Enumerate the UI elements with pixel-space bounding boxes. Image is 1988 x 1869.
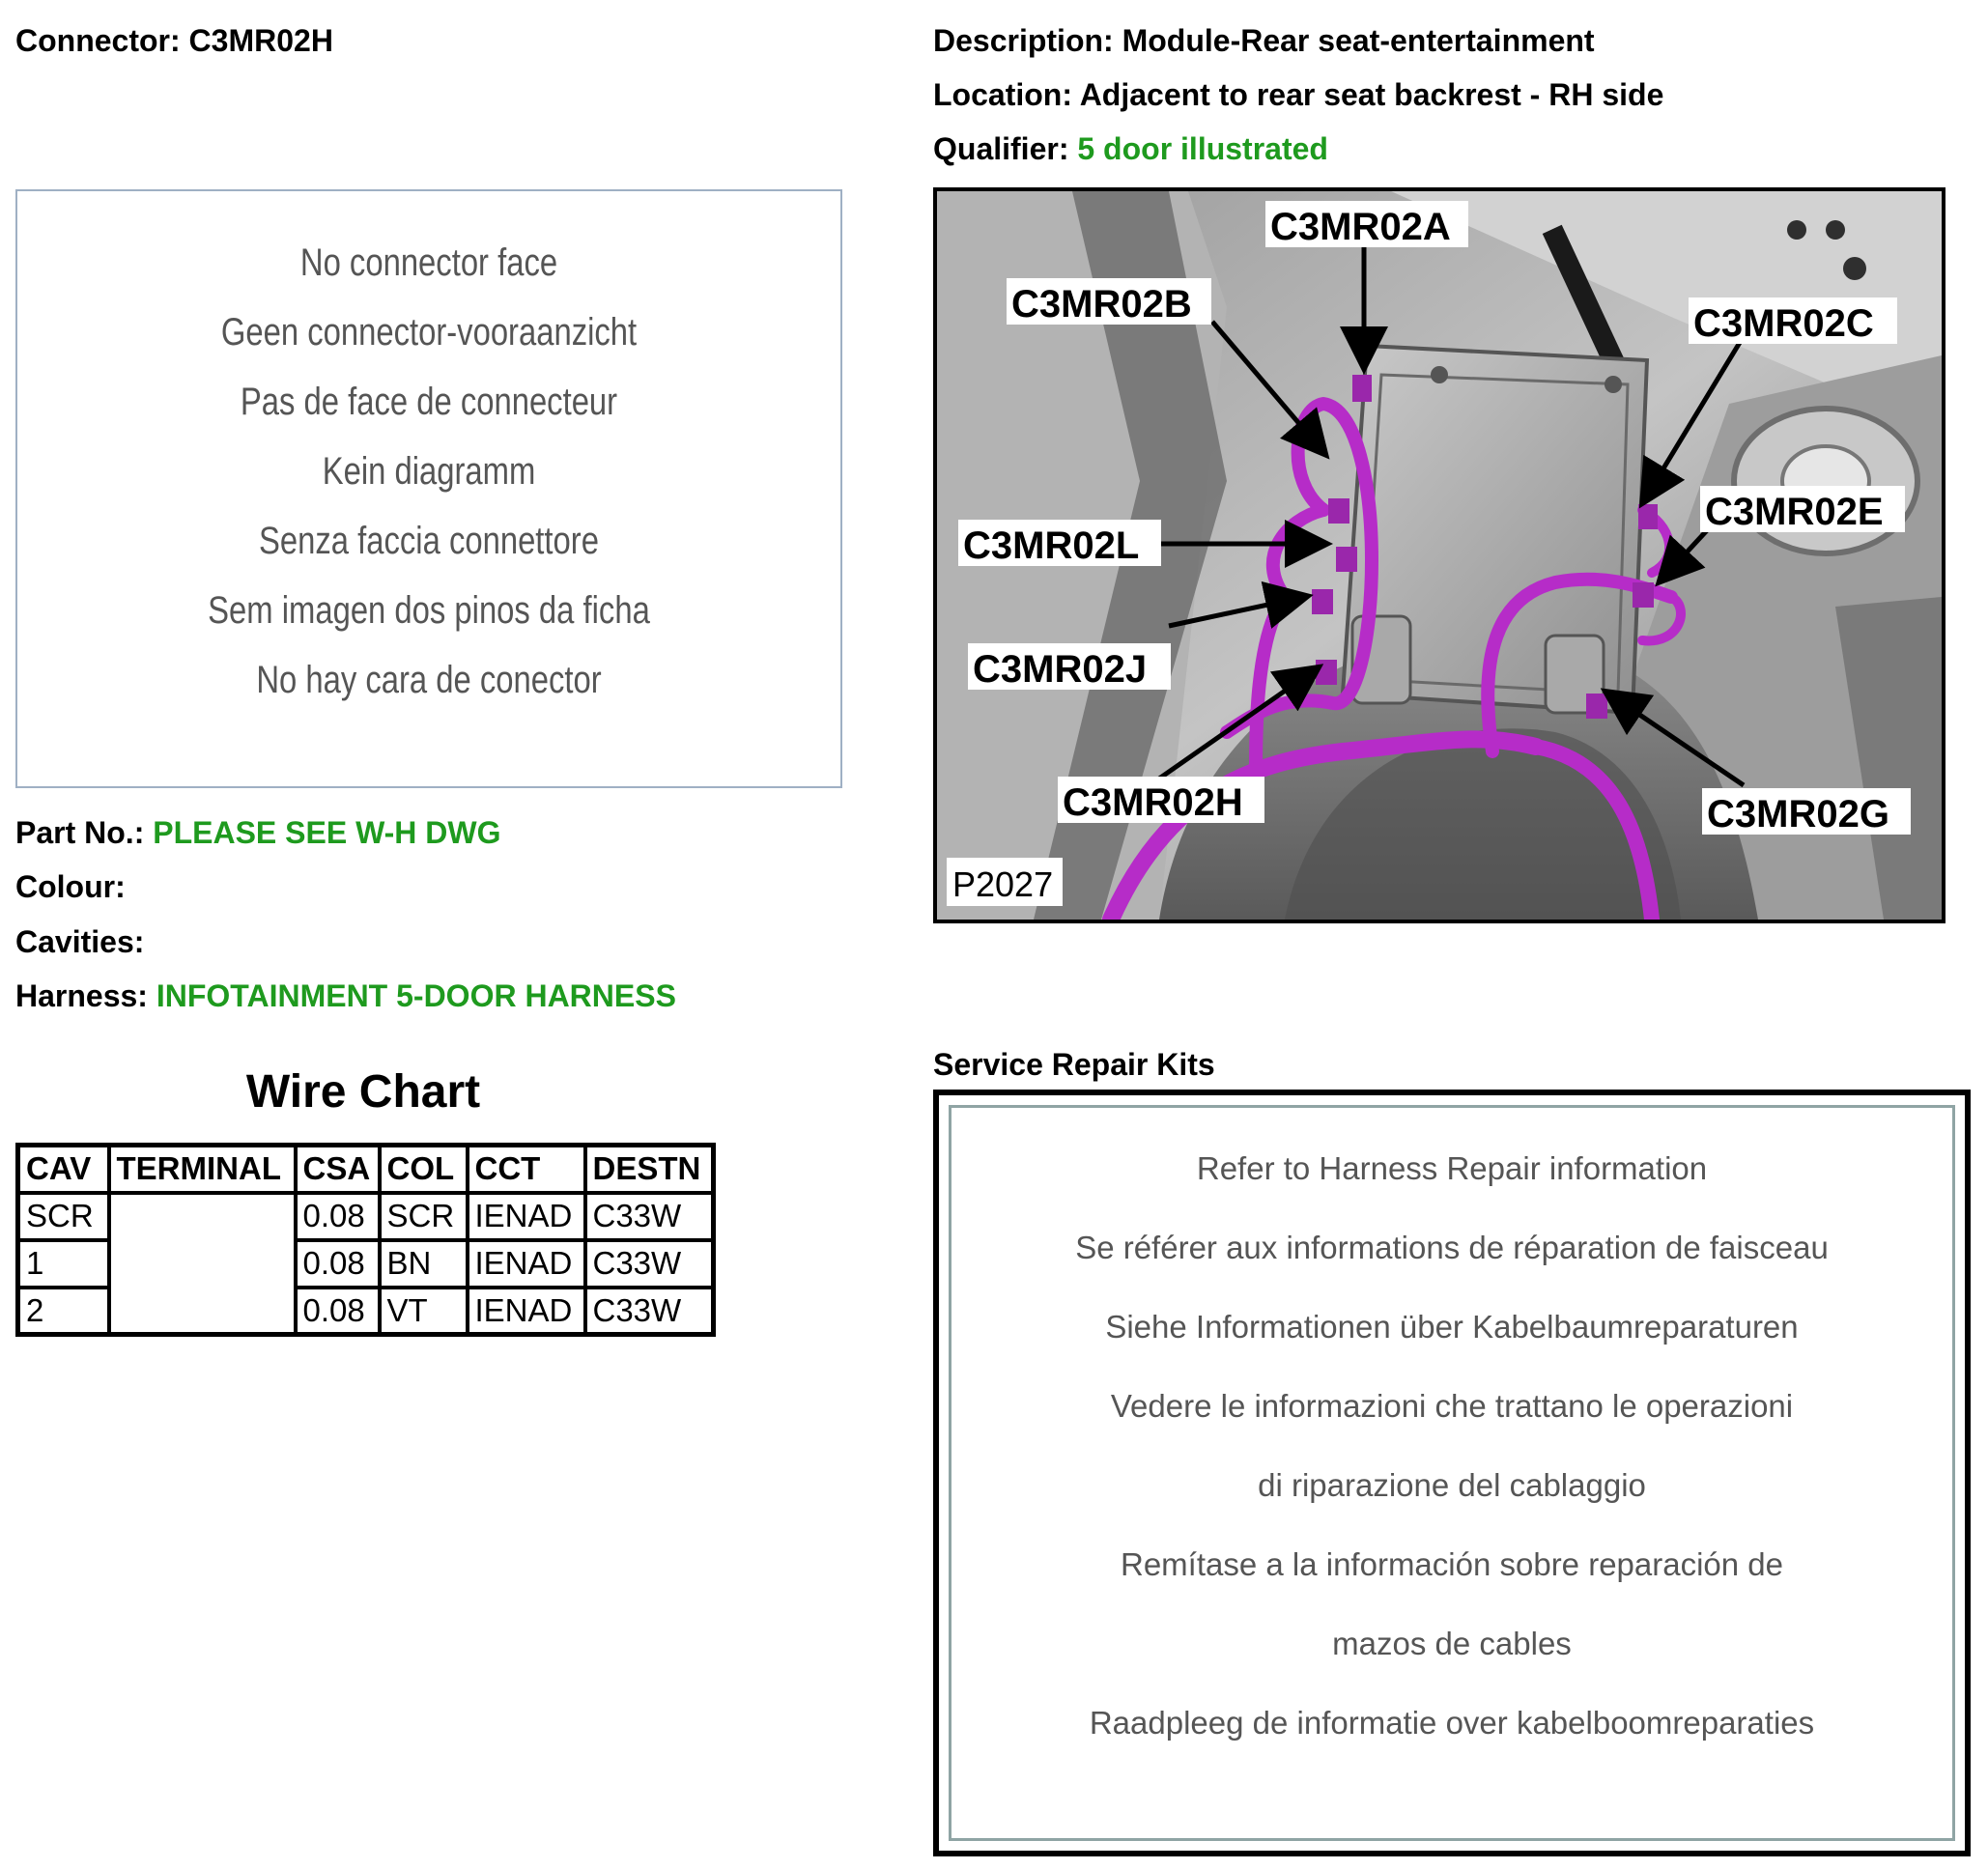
module-bolt xyxy=(1605,376,1622,393)
connector-j xyxy=(1312,589,1333,614)
cell-col: SCR xyxy=(380,1193,468,1240)
cell-cav: 1 xyxy=(18,1240,109,1288)
connector-l xyxy=(1336,547,1357,572)
face-text-en: No connector face xyxy=(299,241,558,284)
cell-terminal xyxy=(109,1193,296,1335)
face-text-pt: Sem imagen dos pinos da ficha xyxy=(208,589,650,632)
cavities-label: Cavities: xyxy=(15,924,145,959)
header-terminal: TERMINAL xyxy=(109,1146,296,1193)
cavities-field xyxy=(15,924,144,960)
callout-c3mr02b: C3MR02B xyxy=(1011,283,1192,326)
photo-ref: P2027 xyxy=(952,864,1054,904)
cell-col: VT xyxy=(380,1288,468,1335)
connector-value: C3MR02H xyxy=(188,23,333,58)
panel-hole xyxy=(1787,220,1806,240)
harness-label: Harness: xyxy=(15,978,148,1013)
kit-text-line: di riparazione del cablaggio xyxy=(1258,1467,1646,1503)
service-repair-kits-title: Service Repair Kits xyxy=(933,1047,1215,1082)
face-text-nl: Geen connector-vooraanzicht xyxy=(220,311,638,354)
qualifier-value: 5 door illustrated xyxy=(1077,131,1328,166)
cell-cct: IENAD xyxy=(468,1193,585,1240)
callout-c3mr02g: C3MR02G xyxy=(1707,793,1889,835)
connector-b xyxy=(1328,498,1349,524)
cell-destn: C33W xyxy=(585,1288,714,1335)
callout-c3mr02a: C3MR02A xyxy=(1270,206,1451,248)
face-text-it: Senza faccia connettore xyxy=(259,520,599,562)
cell-cct: IENAD xyxy=(468,1288,585,1335)
kit-text-line: Vedere le informazioni che trattano le operazioni xyxy=(1110,1388,1794,1424)
module-bolt xyxy=(1431,366,1448,383)
description-label: Description: xyxy=(933,23,1114,58)
cell-cct: IENAD xyxy=(468,1240,585,1288)
location-value: Adjacent to rear seat backrest - RH side xyxy=(1079,77,1664,112)
colour-label: Colour: xyxy=(15,869,126,904)
panel-hole xyxy=(1826,220,1845,240)
service-repair-kits-box xyxy=(933,1090,1971,1856)
wire-chart-header-row xyxy=(18,1146,714,1193)
qualifier-label: Qualifier: xyxy=(933,131,1069,166)
description-field xyxy=(933,23,1595,59)
cell-csa: 0.08 xyxy=(296,1193,380,1240)
part-no-field xyxy=(15,815,501,851)
cell-cav: SCR xyxy=(18,1193,109,1240)
callout-c3mr02c: C3MR02C xyxy=(1693,302,1874,345)
kit-text-line: Se référer aux informations de réparation de faisceau xyxy=(1075,1230,1829,1265)
callout-c3mr02h: C3MR02H xyxy=(1063,781,1243,824)
kit-text-line: mazos de cables xyxy=(1332,1626,1572,1661)
location-field xyxy=(933,77,1663,113)
cell-csa: 0.08 xyxy=(296,1288,380,1335)
kit-text-line: Raadpleeg de informatie over kabelboomreparaties xyxy=(1089,1705,1815,1741)
panel-hole xyxy=(1843,257,1866,280)
kit-text-line: Remítase a la información sobre reparación de xyxy=(1120,1546,1784,1582)
harness-value: INFOTAINMENT 5-DOOR HARNESS xyxy=(156,978,676,1013)
connector-h xyxy=(1316,660,1337,685)
location-label: Location: xyxy=(933,77,1072,112)
kit-text-line: Siehe Informationen über Kabelbaumreparaturen xyxy=(1105,1309,1799,1345)
table-row xyxy=(18,1193,714,1240)
cell-cav: 2 xyxy=(18,1288,109,1335)
cell-col: BN xyxy=(380,1240,468,1288)
connector-g xyxy=(1586,694,1607,719)
connector-c xyxy=(1638,504,1658,529)
service-repair-kits-inner xyxy=(949,1105,1955,1841)
cell-csa: 0.08 xyxy=(296,1240,380,1288)
face-text-es: No hay cara de conector xyxy=(256,659,602,701)
cell-destn: C33W xyxy=(585,1193,714,1240)
callout-c3mr02l: C3MR02L xyxy=(963,524,1140,567)
harness-field xyxy=(15,978,676,1014)
part-no-value: PLEASE SEE W-H DWG xyxy=(153,815,501,850)
callout-c3mr02e: C3MR02E xyxy=(1705,491,1884,533)
wire-chart-table xyxy=(15,1143,716,1337)
header-cct: CCT xyxy=(468,1146,585,1193)
wire-chart-title: Wire Chart xyxy=(245,1066,481,1118)
callout-c3mr02j: C3MR02J xyxy=(973,648,1148,691)
connector-face-box xyxy=(15,189,842,788)
part-no-label: Part No.: xyxy=(15,815,145,850)
header-cav: CAV xyxy=(18,1146,109,1193)
location-photo xyxy=(933,187,1945,923)
header-csa: CSA xyxy=(296,1146,380,1193)
colour-field xyxy=(15,869,126,905)
connector-field xyxy=(15,23,333,59)
kit-text-line: Refer to Harness Repair information xyxy=(1196,1150,1708,1186)
header-destn: DESTN xyxy=(585,1146,714,1193)
cell-destn: C33W xyxy=(585,1240,714,1288)
qualifier-field xyxy=(933,131,1328,167)
face-text-de: Kein diagramm xyxy=(322,450,536,493)
description-value: Module-Rear seat-entertainment xyxy=(1122,23,1595,58)
header-col: COL xyxy=(380,1146,468,1193)
connector-label: Connector: xyxy=(15,23,181,58)
face-text-fr: Pas de face de connecteur xyxy=(240,381,618,423)
location-illustration xyxy=(937,191,1942,920)
connector-e xyxy=(1633,582,1654,608)
connector-a xyxy=(1352,375,1372,402)
